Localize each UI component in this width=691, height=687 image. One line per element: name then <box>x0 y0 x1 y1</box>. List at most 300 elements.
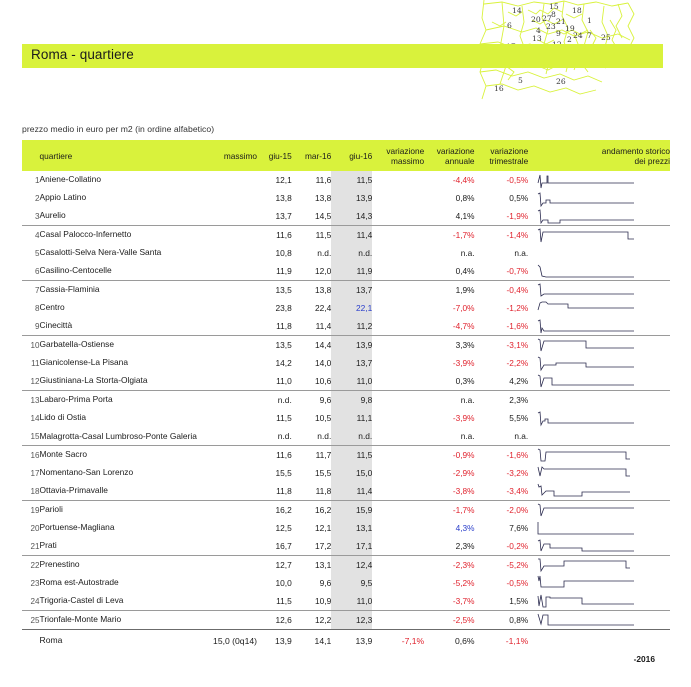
table-row <box>22 171 670 189</box>
row-massimo <box>203 207 257 226</box>
map-label-1: 1 <box>587 16 592 25</box>
row-number: 13 <box>22 391 40 410</box>
row-number: 17 <box>30 468 40 478</box>
table-row <box>22 611 670 630</box>
total-var-trimestrale: -1,1% <box>475 630 529 653</box>
footer-note: -2016 <box>633 654 655 664</box>
row-mar16: 14,0 <box>314 358 332 368</box>
map-label-6: 6 <box>507 21 512 30</box>
row-massimo <box>203 354 257 372</box>
map-label-26: 26 <box>556 77 566 86</box>
header-rownum <box>22 140 40 171</box>
row-var-massimo <box>372 244 424 262</box>
row-quartiere-name: Giustiniana-La Storta-Olgiata <box>39 375 148 386</box>
row-giu15: 11,6 <box>257 226 292 245</box>
row-var-annuale: -3,9% <box>452 358 475 368</box>
row-mar16: 11,8 <box>315 486 332 496</box>
row-var-trimestrale: 0,5% <box>509 193 529 203</box>
row-giu16: 9,5 <box>331 574 372 592</box>
row-massimo <box>203 427 257 446</box>
row-giu15: 11,6 <box>257 446 292 465</box>
header-variazione-massimo <box>372 140 424 171</box>
header-variazione-annuale-line2: annuale <box>445 155 475 166</box>
map-label-9: 9 <box>556 29 561 38</box>
row-sparkline <box>528 446 670 465</box>
table-row <box>22 336 670 355</box>
row-sparkline <box>528 207 670 226</box>
row-number: 11 <box>31 358 40 368</box>
table-row <box>22 409 670 427</box>
row-quartiere-name: Prenestino <box>40 556 204 575</box>
row-quartiere-name: Casal Palocco-Infernetto <box>40 226 204 245</box>
row-var-massimo <box>372 226 424 245</box>
map-label-19: 19 <box>565 24 575 33</box>
row-giu16: 13,7 <box>331 281 372 300</box>
table-row <box>22 354 670 372</box>
row-var-trimestrale: n.a. <box>514 248 529 258</box>
row-var-annuale: -0,9% <box>424 446 474 465</box>
map-label-25: 25 <box>601 33 611 42</box>
row-giu15: 16,2 <box>257 501 292 520</box>
row-mar16: 17,2 <box>314 541 332 551</box>
row-sparkline <box>528 427 670 446</box>
row-giu15: 11,5 <box>276 413 292 423</box>
row-var-annuale: n.a. <box>460 431 475 441</box>
header-variazione-trimestrale <box>475 140 529 171</box>
row-sparkline <box>528 611 670 630</box>
row-number: 19 <box>22 501 40 520</box>
table-header <box>22 140 670 171</box>
table-row <box>22 427 670 446</box>
map-label-18: 18 <box>572 6 582 15</box>
table-row <box>22 372 670 391</box>
header-variazione-annuale-line1: variazione <box>436 145 475 156</box>
table-row <box>22 391 670 410</box>
row-var-trimestrale: -2,0% <box>475 501 529 520</box>
map-label-13: 13 <box>532 34 542 43</box>
row-var-trimestrale: -1,6% <box>506 321 529 331</box>
row-quartiere-name: Garbatella-Ostiense <box>40 336 204 355</box>
row-mar16: 13,8 <box>314 193 332 203</box>
header-variazione-massimo-line2: massimo <box>390 155 425 166</box>
row-mar16: n.d. <box>317 248 332 258</box>
header-variazione-trimestrale-line1: variazione <box>490 145 529 156</box>
row-quartiere-name: Trionfale-Monte Mario <box>40 611 204 630</box>
row-var-trimestrale: -0,5% <box>506 175 529 185</box>
row-number: 16 <box>22 446 40 465</box>
total-giu16: 13,9 <box>331 630 372 653</box>
header-mar16: mar-16 <box>292 140 332 171</box>
row-mar16: 13,1 <box>292 556 332 575</box>
row-var-massimo <box>372 501 424 520</box>
row-giu16: 11,0 <box>331 372 372 391</box>
row-giu16: 11,1 <box>331 409 372 427</box>
row-var-trimestrale: 2,3% <box>475 391 529 410</box>
row-massimo <box>203 482 257 501</box>
row-giu16: 15,9 <box>331 501 372 520</box>
row-mar16: 14,5 <box>314 211 332 221</box>
row-number: 21 <box>30 541 40 551</box>
row-number: 4 <box>22 226 40 245</box>
row-var-massimo <box>372 409 424 427</box>
table-row <box>22 592 670 611</box>
row-quartiere-name: Prati <box>39 540 57 551</box>
row-mar16: 9,6 <box>292 391 332 410</box>
row-number: 10 <box>22 336 40 355</box>
row-var-annuale: 0,4% <box>455 266 475 276</box>
row-sparkline <box>528 391 670 410</box>
row-var-trimestrale: -1,6% <box>475 446 529 465</box>
row-quartiere-name: Trigoria-Castel di Leva <box>39 595 124 606</box>
row-sparkline <box>528 281 670 300</box>
row-var-trimestrale: -1,9% <box>506 211 529 221</box>
row-mar16: 12,1 <box>314 523 332 533</box>
row-sparkline <box>528 482 670 501</box>
row-giu15: 13,7 <box>275 211 292 221</box>
row-number: 23 <box>30 578 40 588</box>
row-mar16: 22,4 <box>314 303 332 313</box>
table-row <box>22 519 670 537</box>
row-var-annuale: -1,7% <box>424 501 474 520</box>
row-var-trimestrale: -1,2% <box>506 303 529 313</box>
row-massimo <box>203 464 257 482</box>
row-var-annuale: 0,3% <box>455 376 475 386</box>
row-var-massimo <box>372 336 424 355</box>
row-var-massimo <box>372 574 424 592</box>
row-var-massimo <box>372 519 424 537</box>
table-row <box>22 501 670 520</box>
row-var-annuale: -3,7% <box>452 596 475 606</box>
row-giu16: 11,2 <box>331 317 372 336</box>
row-massimo <box>203 372 257 391</box>
row-mar16: 12,2 <box>292 611 332 630</box>
row-sparkline <box>528 336 670 355</box>
row-massimo <box>203 262 257 281</box>
row-var-massimo <box>372 207 424 226</box>
row-var-trimestrale: 7,6% <box>509 523 529 533</box>
header-giu16: giu-16 <box>331 140 372 171</box>
row-var-massimo <box>372 537 424 556</box>
row-quartiere-name: Gianicolense-La Pisana <box>39 357 128 368</box>
header-massimo: massimo <box>203 140 257 171</box>
row-quartiere-name: Nomentano-San Lorenzo <box>39 467 134 478</box>
row-giu16: 13,9 <box>331 189 372 207</box>
header-variazione-massimo-line1: variazione <box>386 145 425 156</box>
row-giu15: 13,5 <box>257 281 292 300</box>
row-sparkline <box>528 409 670 427</box>
row-var-annuale: -7,0% <box>452 303 475 313</box>
row-var-annuale: -3,8% <box>452 486 475 496</box>
row-var-annuale: 4,3% <box>455 523 475 533</box>
row-giu15: 11,8 <box>276 321 292 331</box>
row-var-massimo <box>372 446 424 465</box>
row-var-annuale: -4,7% <box>452 321 475 331</box>
row-var-massimo <box>372 427 424 446</box>
row-var-trimestrale: -3,2% <box>506 468 529 478</box>
row-massimo <box>203 244 257 262</box>
row-massimo <box>203 446 257 465</box>
header-andamento-line1: andamento storico <box>601 145 670 156</box>
row-var-annuale: -2,5% <box>424 611 474 630</box>
table-row <box>22 226 670 245</box>
row-mar16: n.d. <box>317 431 332 441</box>
row-mar16: 16,2 <box>292 501 332 520</box>
row-giu15: 13,8 <box>275 193 292 203</box>
table-footer <box>22 630 670 653</box>
row-var-annuale: -2,3% <box>424 556 474 575</box>
row-mar16: 13,8 <box>292 281 332 300</box>
row-var-annuale: -3,9% <box>452 413 475 423</box>
row-var-annuale: 3,3% <box>424 336 474 355</box>
row-massimo <box>203 226 257 245</box>
table-row <box>22 281 670 300</box>
row-giu15: 14,2 <box>275 358 292 368</box>
row-giu15: 12,6 <box>257 611 292 630</box>
row-giu16: 13,1 <box>331 519 372 537</box>
page-title-banner <box>22 44 663 68</box>
row-quartiere-name: Aniene-Collatino <box>39 174 101 185</box>
row-massimo <box>203 336 257 355</box>
row-quartiere-name: Appio Latino <box>39 192 87 203</box>
row-number: 22 <box>22 556 40 575</box>
total-label: Roma <box>40 630 204 653</box>
row-sparkline <box>528 299 670 317</box>
row-var-annuale: -4,4% <box>452 175 475 185</box>
row-massimo <box>203 189 257 207</box>
row-sparkline <box>528 519 670 537</box>
row-number: 14 <box>30 413 40 423</box>
row-var-massimo <box>372 171 424 189</box>
page-title: Roma - quartiere <box>31 47 134 62</box>
row-var-annuale: -2,9% <box>452 468 475 478</box>
row-sparkline <box>528 556 670 575</box>
row-giu16: 12,3 <box>331 611 372 630</box>
total-sparkline-cell <box>528 630 670 653</box>
map-label-23: 23 <box>546 22 556 31</box>
row-massimo <box>203 391 257 410</box>
row-number: 12 <box>30 376 40 386</box>
map-label-4: 4 <box>536 26 541 35</box>
row-giu16: 13,7 <box>331 354 372 372</box>
row-quartiere-name: Portuense-Magliana <box>39 522 115 533</box>
map-label-20: 20 <box>531 15 541 24</box>
row-giu16: 17,1 <box>331 537 372 556</box>
row-massimo <box>203 171 257 189</box>
row-var-annuale: n.a. <box>460 248 475 258</box>
table-subtitle: prezzo medio in euro per m2 (in ordine alfabetico) <box>22 124 215 134</box>
row-giu16: 12,4 <box>331 556 372 575</box>
row-var-massimo <box>372 611 424 630</box>
row-var-annuale: -5,2% <box>452 578 475 588</box>
map-label-14: 14 <box>512 6 522 15</box>
row-mar16: 11,7 <box>292 446 332 465</box>
row-var-trimestrale: 4,2% <box>509 376 529 386</box>
row-quartiere-name: Labaro-Prima Porta <box>40 391 204 410</box>
header-giu15: giu-15 <box>257 140 292 171</box>
row-giu15: 12,1 <box>275 175 292 185</box>
row-quartiere-name: Monte Sacro <box>40 446 204 465</box>
row-var-trimestrale: -1,4% <box>475 226 529 245</box>
row-number: 24 <box>30 596 40 606</box>
row-giu16: 11,9 <box>331 262 372 281</box>
row-quartiere-name: Cinecittà <box>39 320 73 331</box>
row-var-trimestrale: -3,1% <box>475 336 529 355</box>
row-sparkline <box>528 372 670 391</box>
map-label-27: 27 <box>542 14 552 23</box>
row-sparkline <box>528 537 670 556</box>
total-mar16: 14,1 <box>292 630 332 653</box>
row-quartiere-name: Casalotti-Selva Nera-Valle Santa <box>39 247 162 258</box>
header-variazione-trimestrale-line2: trimestrale <box>489 155 529 166</box>
row-sparkline <box>528 244 670 262</box>
row-var-trimestrale: -0,7% <box>506 266 529 276</box>
row-giu16: 9,8 <box>331 391 372 410</box>
row-mar16: 11,5 <box>292 226 332 245</box>
row-quartiere-name: Parioli <box>40 501 204 520</box>
header-andamento-storico <box>528 140 670 171</box>
map-label-15: 15 <box>549 2 559 11</box>
row-massimo <box>203 592 257 611</box>
map-label-24: 24 <box>573 31 583 40</box>
row-var-massimo <box>372 281 424 300</box>
row-giu16: 11,4 <box>331 482 372 501</box>
row-giu16: 11,4 <box>331 226 372 245</box>
row-giu15: 11,0 <box>276 376 292 386</box>
row-number: 5 <box>35 248 40 258</box>
row-mar16: 10,5 <box>314 413 332 423</box>
row-giu15: n.d. <box>277 431 292 441</box>
row-var-trimestrale: -0,4% <box>475 281 529 300</box>
row-var-annuale: 0,8% <box>455 193 475 203</box>
row-giu16: 11,5 <box>331 171 372 189</box>
row-mar16: 11,4 <box>315 321 332 331</box>
row-massimo <box>203 537 257 556</box>
row-massimo <box>203 556 257 575</box>
total-var-massimo: -7,1% <box>372 630 424 653</box>
row-var-trimestrale: -0,2% <box>506 541 529 551</box>
row-var-trimestrale: -3,4% <box>506 486 529 496</box>
row-var-massimo <box>372 556 424 575</box>
row-giu16: n.d. <box>331 427 372 446</box>
row-var-annuale: 1,9% <box>424 281 474 300</box>
row-var-trimestrale: 5,5% <box>509 413 529 423</box>
row-var-trimestrale: n.a. <box>514 431 529 441</box>
row-var-massimo <box>372 189 424 207</box>
row-var-trimestrale: -5,2% <box>475 556 529 575</box>
table-row <box>22 574 670 592</box>
row-giu15: 11,9 <box>276 266 292 276</box>
row-sparkline <box>528 262 670 281</box>
total-giu15: 13,9 <box>257 630 292 653</box>
row-giu15: 13,5 <box>257 336 292 355</box>
row-sparkline <box>528 226 670 245</box>
row-number: 7 <box>22 281 40 300</box>
row-giu16: 11,0 <box>331 592 372 611</box>
row-number: 20 <box>30 523 40 533</box>
total-massimo: 15,0 (0q14) <box>203 630 257 653</box>
row-giu15: 12,7 <box>257 556 292 575</box>
row-sparkline <box>528 189 670 207</box>
map-label-7: 7 <box>587 31 592 40</box>
row-sparkline <box>528 171 670 189</box>
header-andamento-line2: dei prezzi <box>634 155 670 166</box>
table-row <box>22 446 670 465</box>
row-giu16: 11,5 <box>331 446 372 465</box>
row-var-massimo <box>372 299 424 317</box>
row-mar16: 15,5 <box>314 468 332 478</box>
row-var-massimo <box>372 482 424 501</box>
row-var-trimestrale: -2,2% <box>506 358 529 368</box>
row-var-annuale: n.a. <box>424 391 474 410</box>
table-row <box>22 556 670 575</box>
row-massimo <box>203 501 257 520</box>
row-giu15: 12,5 <box>275 523 292 533</box>
total-rownum <box>22 630 40 653</box>
row-number: 1 <box>35 175 40 185</box>
row-mar16: 10,6 <box>314 376 332 386</box>
row-var-massimo <box>372 592 424 611</box>
row-mar16: 14,4 <box>292 336 332 355</box>
row-var-trimestrale: 0,8% <box>475 611 529 630</box>
row-massimo <box>203 611 257 630</box>
row-massimo <box>203 281 257 300</box>
row-mar16: 9,6 <box>319 578 332 588</box>
row-var-massimo <box>372 391 424 410</box>
row-number: 18 <box>30 486 40 496</box>
header-variazione-annuale <box>424 140 474 171</box>
row-quartiere-name: Casilino-Centocelle <box>39 265 112 276</box>
row-giu16: 13,9 <box>331 336 372 355</box>
table-row <box>22 207 670 226</box>
total-var-annuale: 0,6% <box>424 630 474 653</box>
table-row <box>22 537 670 556</box>
table-row <box>22 299 670 317</box>
row-giu16: 15,0 <box>331 464 372 482</box>
table-row <box>22 262 670 281</box>
table-row <box>22 317 670 336</box>
row-number: 15 <box>30 431 40 441</box>
header-quartiere: quartiere <box>40 140 204 171</box>
row-massimo <box>203 299 257 317</box>
table-row <box>22 244 670 262</box>
row-massimo <box>203 574 257 592</box>
row-mar16: 11,6 <box>315 175 332 185</box>
map-label-5: 5 <box>518 76 523 85</box>
map-label-8: 8 <box>551 10 556 19</box>
row-sparkline <box>528 592 670 611</box>
row-sparkline <box>528 354 670 372</box>
row-mar16: 10,9 <box>314 596 332 606</box>
row-var-massimo <box>372 317 424 336</box>
prices-table <box>22 140 670 652</box>
row-var-massimo <box>372 372 424 391</box>
row-quartiere-name: Lido di Ostia <box>39 412 87 423</box>
row-sparkline <box>528 464 670 482</box>
row-var-annuale: 2,3% <box>455 541 475 551</box>
row-massimo <box>203 519 257 537</box>
map-label-21: 21 <box>556 17 566 26</box>
row-quartiere-name: Malagrotta-Casal Lumbroso-Ponte Galeria <box>39 430 197 441</box>
row-quartiere-name: Aurelio <box>39 210 66 221</box>
row-giu16: 14,3 <box>331 207 372 226</box>
row-var-annuale: 4,1% <box>455 211 475 221</box>
row-giu15: 15,5 <box>275 468 292 478</box>
row-massimo <box>203 317 257 336</box>
row-number: 9 <box>35 321 40 331</box>
row-giu15: 23,8 <box>275 303 292 313</box>
row-giu15: 11,5 <box>276 596 292 606</box>
row-giu15: 16,7 <box>275 541 292 551</box>
